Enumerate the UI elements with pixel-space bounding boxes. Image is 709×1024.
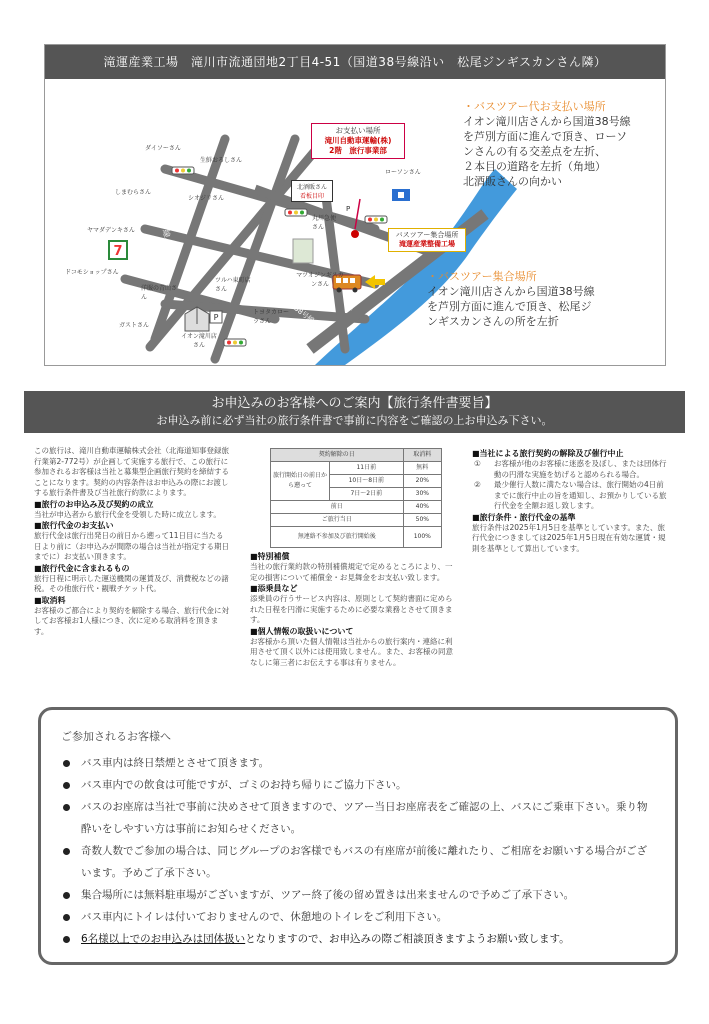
bullet-icon [63, 804, 70, 811]
label-docomo: ドコモショップさん [65, 269, 119, 276]
cancellation-fee-table [270, 448, 442, 548]
notice-item [63, 840, 653, 884]
note-bus [427, 269, 657, 329]
section-heading: ■個人情報の取扱いについて [250, 626, 354, 636]
table-cell: 無連絡不参加及び旅行開始後 [271, 527, 404, 548]
notice-item-text: バス車内にトイレは付いておりませんので、休憩地のトイレをご利用下さい。 [81, 911, 448, 923]
bullet-icon [63, 914, 70, 921]
notice-item [63, 796, 653, 840]
group-booking-highlight: 6名様以上でのお申込みは団体扱い [81, 933, 246, 945]
band-title: お申込みのお客様へのご案内【旅行条件書要旨】 [211, 396, 498, 411]
label-aeon: イオン滝川店さん [181, 333, 217, 349]
section-heading: ■旅行のお申込み及び契約の成立 [34, 499, 154, 509]
label-yamadadenki: ヤマダデンキさん [87, 227, 135, 234]
item-text: 最少催行人数に満たない場合は、旅行開始の4日前までに旅行中止の旨を通知し、お預かりしている旅行代金を全額お返し致します。 [494, 480, 667, 510]
label-aoyama: 洋服の青山さん [141, 285, 178, 301]
numbered-item [472, 480, 668, 512]
payment-place-marker [351, 230, 359, 238]
label-shiojiri: シオジリさん [188, 195, 225, 202]
section-body: お客様のご都合により契約を解除する場合、旅行代金に対してお客様お1人様につき、次に定める取消料を頂きます。 [34, 605, 229, 636]
notice-item [63, 884, 653, 906]
label-kitasakaba: 北酒販さん [296, 184, 327, 191]
notice-item-text: バス車内での飲食は可能ですが、ゴミのお持ち帰りにご協力下さい。 [81, 779, 407, 791]
numbered-item [472, 459, 668, 480]
seven-eleven-icon [109, 241, 127, 259]
notice-item [63, 906, 653, 928]
payment-callout-line3: 2階 旅行事業部 [329, 146, 387, 155]
band-subtitle: お申込み前に必ず当社の旅行条件書で事前に内容をご確認の上お申込み下さい。 [156, 414, 553, 427]
section-heading: ■添乗員など [250, 584, 298, 593]
section-body: 当社が申込者から旅行代金を受領した時に成立します。 [34, 509, 221, 519]
table-cell: 7日～2日前 [330, 488, 404, 501]
intro-text: この旅行は、滝川自動車運輸株式会社（北海道知事登録旅行業第2-772号）が企画して実施する旅行で、この旅行に参加されるお客様は当社と募集型企画旅行契約を締結することになります。契約の内容条件はお申込みの際にお渡しする旅行条件書及び当社旅行約款によります。 [34, 446, 229, 497]
bullet-icon [63, 892, 70, 899]
map-section [44, 44, 666, 366]
table-cell: 11日前 [330, 462, 404, 475]
notice-box [38, 707, 678, 965]
kitasakaba-box [291, 180, 333, 202]
table-cell: 前日 [271, 501, 404, 514]
notice-item-group [63, 928, 653, 950]
note-bus-title: ・バスツアー集合場所 [427, 270, 537, 283]
notice-item [63, 752, 653, 774]
notice-item [63, 774, 653, 796]
section-body: 旅行条件は2025年1月5日を基準としています。また、旅行代金につきましては2025年1月5日現在有効な運賃・規則を基準として算出しています。 [472, 522, 666, 553]
payment-callout-line1: お支払い場所 [335, 126, 381, 135]
label-route12: 国道12号線バイパス [155, 195, 177, 270]
conditions-column-1 [34, 446, 230, 637]
notice-item-text: バス車内は終日禁煙とさせて頂きます。 [81, 757, 270, 769]
note-bus-line: ンギスカンさんの所を左折 [427, 315, 559, 328]
info-band [24, 391, 685, 433]
table-row [271, 462, 442, 475]
table-cell: 10日～8日前 [330, 475, 404, 488]
note-payment-line: 北酒販さんの向かい [463, 175, 562, 188]
notice-title: ご参加されるお客様へ [61, 730, 171, 743]
label-tsuruha: ツルハ東町店さん [215, 277, 251, 293]
table-cell: 20% [403, 475, 441, 488]
note-payment-line: ンさんの有る交差点を左折、 [463, 145, 606, 158]
note-bus-line: を芦別方面に進んで頂き、松尾ジ [427, 300, 592, 313]
svg-text:7: 7 [113, 244, 123, 259]
table-cell: 無料 [403, 462, 441, 475]
note-payment-title: ・バスツアー代お支払い場所 [463, 100, 606, 113]
note-payment-line: ２本目の道路を左折（角地） [463, 160, 606, 173]
notice-item-text: バスのお座席は当社で事前に決めさせて頂きますので、ツアー当日お座席表をご確認の上、バスにご乗車下さい。乗り物酔いをしやすい方は事前にお知らせください。 [81, 801, 648, 835]
notice-item-text: 集合場所には無料駐車場がございますが、ツアー終了後の留め置きは出来ませんので予めご了承下さい。 [81, 889, 575, 901]
conditions-column-3 [472, 448, 668, 554]
table-group-label: 旅行開始日の前日から遡って [271, 462, 330, 501]
label-shimamura: しまむらさん [115, 189, 152, 196]
item-number: ① [474, 459, 481, 468]
label-toyota: トヨタカローラさん [253, 309, 290, 325]
map-header: 滝運産業工場 滝川市流通団地2丁目4-51（国道38号線沿い 松尾ジンギスカンさん隣） [45, 45, 665, 79]
note-payment-line: イオン滝川店さんから国道38号線 [463, 115, 631, 128]
label-parking-1: P [346, 205, 351, 213]
table-header-date: 契約解除の日 [271, 449, 404, 462]
bullet-icon [63, 936, 70, 943]
bullet-icon [63, 848, 70, 855]
bus-callout [388, 228, 466, 252]
table-row [271, 527, 442, 548]
section-heading: ■旅行代金に含まれるもの [34, 563, 130, 573]
note-payment [463, 99, 659, 189]
payment-callout-line2: 滝川自動車運輸(株) [324, 136, 392, 145]
label-gust: ガストさん [119, 322, 150, 329]
conditions-column-2 [250, 448, 458, 668]
section-heading: ■当社による旅行契約の解除及び催行中止 [472, 449, 624, 458]
section-body: 旅行代金は旅行出発日の前日から遡って11日目に当たる日より前に（お申込みが間際の場合は当社が指定する期日までに）お支払い頂きます。 [34, 531, 229, 561]
table-cell: 40% [403, 501, 441, 514]
label-marukawa: 丸川急便さん [312, 215, 337, 231]
section-heading: ■特別補償 [250, 552, 290, 561]
label-matsuo: マツオジンギスカンさん [296, 272, 344, 288]
table-row [271, 514, 442, 527]
bus-callout-line1: バスツアー集合場所 [395, 231, 459, 239]
bus-callout-line2: 滝運産業整備工場 [399, 240, 455, 248]
notice-item-text: 奇数人数でご参加の場合は、同じグループのお客様でもバスの有座席が前後に離れたり、ご相席をお願いする場合がございます。予めご了承下さい。 [81, 845, 648, 879]
table-cell: 100% [403, 527, 441, 548]
payment-callout [311, 123, 405, 159]
bullet-icon [63, 782, 70, 789]
table-cell: 30% [403, 488, 441, 501]
section-heading: ■旅行条件・旅行代金の基準 [472, 512, 576, 522]
section-heading: ■取消料 [34, 595, 66, 605]
label-lawson: ローソンさん [385, 169, 421, 176]
label-kitasakaba-sub: 看板目印 [299, 193, 324, 200]
section-body: 添乗員の行うサービス内容は、原則として契約書面に定められた日程を円滑に実施するために必要な業務とさせて頂きます。 [250, 594, 453, 624]
table-cell: 50% [403, 514, 441, 527]
label-river: 空知川 [345, 290, 365, 313]
label-route38: 国道38号線 [281, 295, 316, 325]
section-body: 旅行日程に明示した運送機関の運賃及び、消費税などの諸税。その他旅行代・観戦チケット代。 [34, 573, 229, 593]
table-row [271, 501, 442, 514]
note-payment-line: を芦別方面に進んで頂き、ローソ [463, 130, 628, 143]
item-number: ② [474, 480, 481, 489]
note-bus-line: イオン滝川店さんから国道38号線 [427, 285, 595, 298]
section-body: 当社の旅行業約款の特別補償規定で定めるところにより、一定の損害について補償金・お見舞金をお支払い致します。 [250, 562, 453, 582]
table-header-fee: 取消料 [403, 449, 441, 462]
bullet-icon [63, 760, 70, 767]
item-text: お客様が他のお客様に迷惑を及ぼし、または団体行動の円滑な実施を妨げると認められる場合。 [494, 459, 667, 479]
table-cell: ご旅行当日 [271, 514, 404, 527]
label-daiso: ダイソーさん [145, 145, 181, 152]
group-booking-text: となりますので、お申込みの際ご相談頂きますようお願い致します。 [245, 933, 570, 945]
label-seimori: 生鮮おろしさん [200, 157, 243, 164]
section-heading: ■旅行代金のお支払い [34, 521, 114, 530]
svg-text:P: P [213, 313, 219, 322]
section-body: お客様から頂いた個人情報は当社からの旅行案内・連絡に利用させて頂く以外には使用致しません。また、お客様の同意なしに第三者にお伝えする事は有りません。 [250, 636, 453, 667]
